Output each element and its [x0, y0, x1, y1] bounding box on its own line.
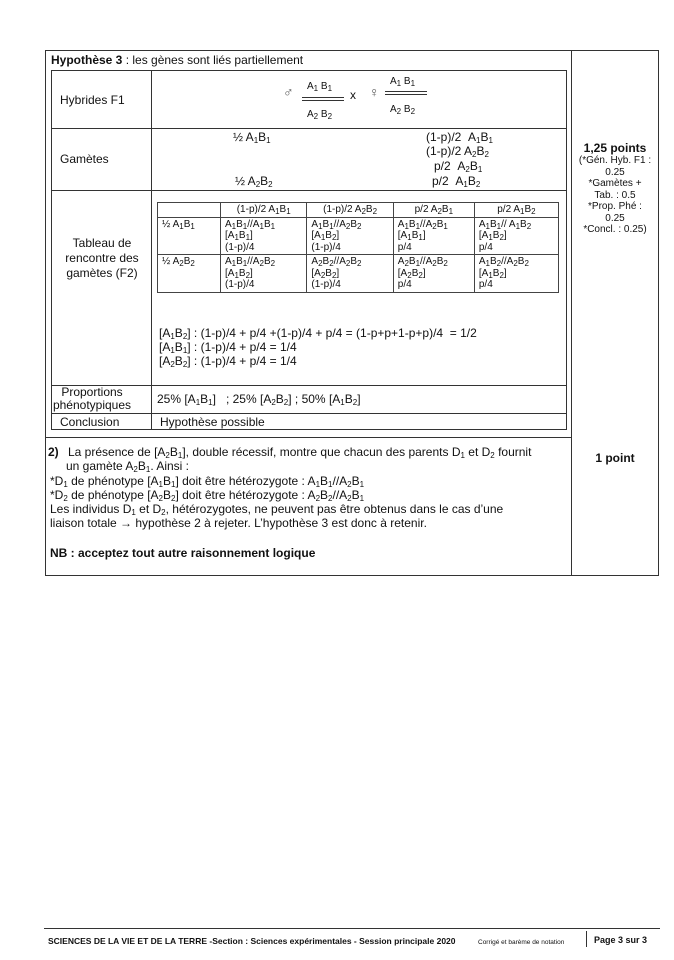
points-detail: *Gamètes + [588, 178, 642, 189]
female-gamete-1: (1-p)/2 $A_1B_1$ [426, 130, 493, 145]
footer-rule [44, 928, 660, 929]
q2-line-3: $*D_1$ de phénotype $[A_1B_1]$ doit être hétérozygote : $A_1B_1//A_2B_1$ [50, 474, 365, 489]
proportions-label: Proportions phénotypiques [52, 385, 132, 412]
hypothesis-label: Hypothèse 3 [51, 53, 123, 67]
grid-cell: $A_1B_1//A_2B_2$ $[A_1B_2]$ (1-p)/4 [221, 255, 307, 293]
female-gamete-2: (1-p)/2 $A_2B_2$ [426, 144, 489, 159]
q2-separator [45, 437, 572, 438]
points-detail: 0.25 [605, 166, 625, 178]
male-fraction-bar-2 [302, 100, 344, 101]
hypothesis-text: : les gènes sont liés partiellement [122, 53, 304, 67]
punnett-grid [157, 202, 559, 293]
points-detail: (*Gén. Hyb. F1 : [578, 155, 652, 166]
grid-cell: $A_2B_2//A_2B_2$ $[A_2B_2]$ (1-p)/4 [307, 255, 393, 293]
female-symbol: ♀ [369, 84, 380, 100]
female-genotype-top: $A_1$ $B_1$ [390, 76, 416, 88]
grid-header-2: (1-p)/2 $A_2B_2$ [307, 203, 393, 218]
footer-page: Page 3 sur 3 [594, 935, 648, 945]
male-genotype-top: $A_1$ $B_1$ [307, 81, 333, 93]
f1-label: Hybrides F1 [60, 93, 125, 107]
male-fraction-bar [302, 97, 344, 98]
points-2: 1 point [595, 451, 635, 465]
row-divider-gametes [51, 190, 567, 191]
grid-row-gamete-2: ½ $A_2B_2$ [158, 255, 221, 293]
row-divider-proportions [51, 413, 567, 414]
female-fraction-bar [385, 91, 427, 92]
female-gamete-4: p/2 $A_1B_2$ [432, 174, 481, 189]
q2-line-1: La présence de $[A_2B_1]$, double récessif, montre que chacun des parents $D_1$ et $D_2$ fournit [68, 445, 532, 460]
female-gamete-3: p/2 $A_2B_1$ [434, 159, 483, 174]
frame-left [45, 50, 46, 576]
grid-label: Tableau de rencontre des gamètes (F2) [65, 236, 139, 280]
grid-corner [158, 203, 221, 218]
inner-top [51, 70, 567, 71]
conclusion-value: Hypothèse possible [160, 415, 265, 429]
proportions-value: 25% $[A_1B_1]$ ; 25% $[A_2B_2]$ ; 50% $[A_1B_2]$ [157, 392, 361, 407]
grid-header-1: (1-p)/2 $A_1B_1$ [221, 203, 307, 218]
grid-cell: $A_1B_1//$ $A_1B_2$ $[A_1B_2]$ p/4 [474, 217, 558, 255]
points-detail: Tab. : 0.5 [594, 189, 636, 201]
footer-divider [586, 931, 587, 947]
points-1-details [573, 155, 657, 236]
male-gamete-1: ½ $A_1B_1$ [233, 130, 271, 145]
footer-middle: Corrigé et barème de notation [478, 939, 565, 946]
inner-right [566, 70, 567, 429]
points-column-divider [571, 50, 572, 576]
points-detail: *Concl. : 0.25) [583, 224, 647, 235]
q2-line-4: $*D_2$ de phénotype $[A_2B_2]$ doit être hétérozygote : $A_2B_2//A_2B_1$ [50, 488, 365, 503]
frame-right [658, 50, 659, 576]
male-gamete-2: ½ $A_2B_2$ [235, 174, 273, 189]
grid-header-4: p/2 $A_1B_2$ [474, 203, 558, 218]
male-genotype-bottom: $A_2$ $B_2$ [307, 109, 333, 121]
grid-cell: $A_1B_1//A_2B_2$ $[A_1B_2]$ (1-p)/4 [307, 217, 393, 255]
male-symbol: ♂ [283, 84, 294, 100]
conclusion-label: Conclusion [60, 415, 120, 429]
row-divider-f1 [51, 128, 567, 129]
points-detail: 0.25 [605, 212, 625, 224]
q2-line-6: liaison totale → hypothèse 2 à rejeter. L’hypothèse 3 est donc à retenir. [50, 516, 427, 530]
grid-cell: $A_2B_1//A_2B_2$ $[A_2B_2]$ p/4 [393, 255, 474, 293]
points-1: 1,25 points [583, 141, 647, 155]
cross-symbol: x [350, 88, 356, 102]
frame-top [45, 50, 659, 51]
formula-3: $[A_2B_2]$ : (1-p)/4 + p/4 = 1/4 [159, 354, 297, 369]
inner-bottom [51, 429, 567, 430]
q2-line-2: un gamète $A_2B_1$. Ainsi : [66, 459, 189, 474]
frame-bottom [45, 575, 659, 576]
formula-1: $[A_1B_2]$ : (1-p)/4 + p/4 +(1-p)/4 + p/4 = (1-p+p+1-p+p)/4 = 1/2 [159, 326, 477, 341]
footer-left: SCIENCES DE LA VIE ET DE LA TERRE -Section : Sciences expérimentales - Session principale 2020 [48, 936, 456, 946]
q2-line-5: Les individus $D_1$ et $D_2$, hétérozygotes, ne peuvent pas être obtenus dans le cas d’une [50, 502, 504, 517]
grid-row-gamete-1: ½ $A_1B_1$ [158, 217, 221, 255]
grid-cell: $A_1B_1//A_2B_1$ $[A_1B_1]$ p/4 [393, 217, 474, 255]
grid-header-3: p/2 $A_2B_1$ [393, 203, 474, 218]
grid-cell: $A_1B_2//A_2B_2$ $[A_1B_2]$ p/4 [474, 255, 558, 293]
points-detail: *Prop. Phé : [588, 201, 642, 212]
female-genotype-bottom: $A_2$ $B_2$ [390, 104, 416, 116]
q2-nb: NB : acceptez tout autre raisonnement logique [50, 546, 316, 560]
formula-2: $[A_1B_1]$ : (1-p)/4 + p/4 = 1/4 [159, 340, 297, 355]
q2-number: 2) [48, 445, 59, 459]
gametes-label: Gamètes [60, 152, 109, 166]
inner-left [51, 70, 52, 429]
label-column-divider [151, 70, 152, 429]
female-fraction-bar-2 [385, 94, 427, 95]
hypothesis-heading [51, 54, 303, 67]
grid-cell: $A_1B_1//A_1B_1$ $[A_1B_1]$ (1-p)/4 [221, 217, 307, 255]
